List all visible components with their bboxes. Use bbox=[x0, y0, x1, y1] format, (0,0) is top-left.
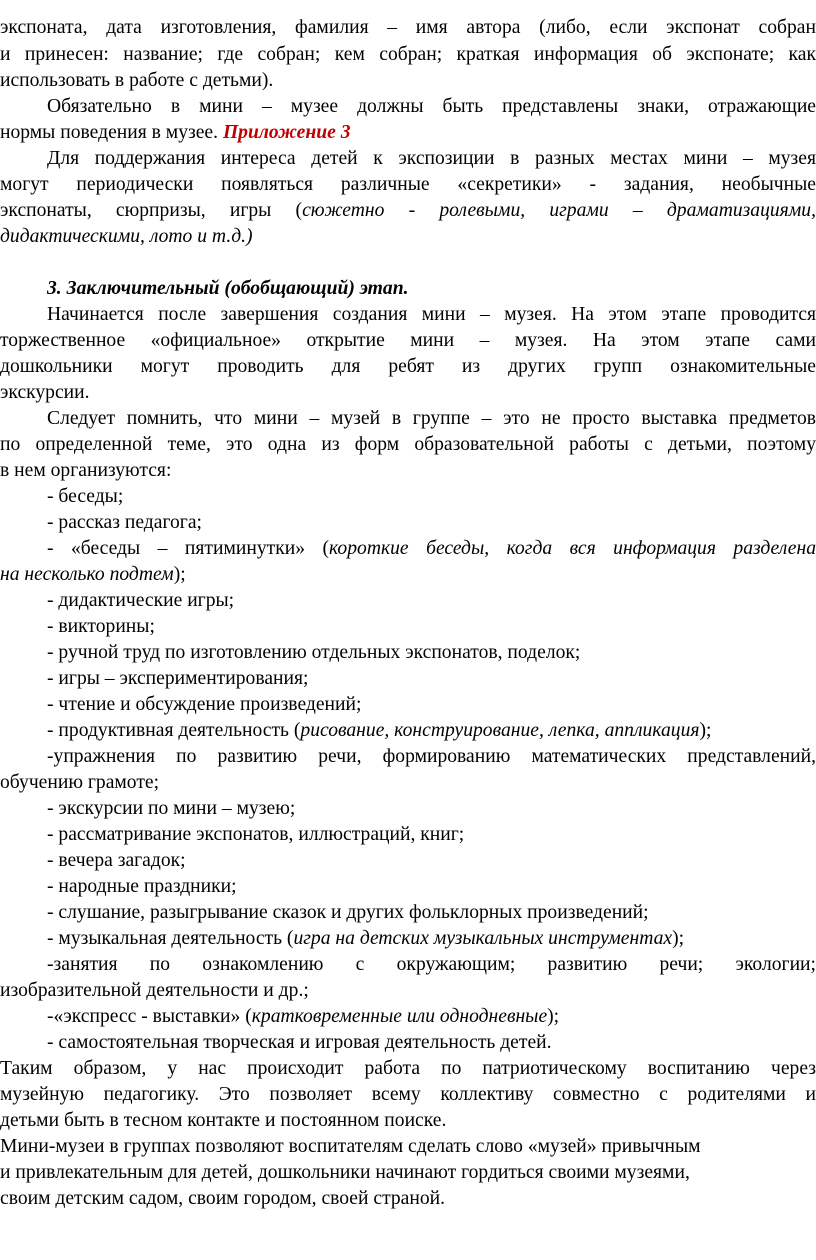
text-span: экспонаты, сюрпризы, игры ( bbox=[0, 200, 303, 221]
text-span: кратковременные или однодневные bbox=[251, 1006, 548, 1027]
list-item bbox=[0, 666, 816, 692]
text-span: использовать в работе с детьми). bbox=[0, 70, 274, 91]
text-span: изобразительной деятельности и др.; bbox=[0, 980, 309, 1001]
list-item bbox=[0, 978, 816, 1004]
text-span: ); bbox=[672, 928, 685, 949]
text-span: дошкольники могут проводить для ребят из других групп ознакомительные bbox=[0, 356, 816, 377]
text-span: нормы поведения в музее. bbox=[0, 122, 223, 143]
para-line bbox=[0, 42, 816, 68]
text-span: ); bbox=[699, 720, 712, 741]
text-span: Мини-музеи в группах позволяют воспитателям сделать слово «музей» привычным bbox=[0, 1136, 701, 1157]
para-line bbox=[0, 146, 816, 172]
para-line bbox=[0, 406, 816, 432]
para-line bbox=[0, 302, 816, 328]
text-span: - ручной труд по изготовлению отдельных экспонатов, поделок; bbox=[47, 642, 581, 663]
text-span: на несколько подтем bbox=[0, 564, 174, 585]
para-line bbox=[0, 354, 816, 380]
text-span: экскурсии. bbox=[0, 382, 90, 403]
text-span: экспоната, дата изготовления, фамилия – имя автора (либо, если экспонат собран bbox=[0, 17, 816, 38]
text-span: и привлекательным для детей, дошкольники начинают гордиться своими музеями, bbox=[0, 1162, 690, 1183]
text-span: Таким образом, у нас происходит работа по патриотическому воспитанию через bbox=[0, 1058, 816, 1079]
text-span: Следует помнить, что мини – музей в группе – это не просто выставка предметов bbox=[47, 408, 816, 429]
para-line bbox=[0, 1056, 816, 1082]
text-span: - вечера загадок; bbox=[47, 850, 186, 871]
text-span: - дидактические игры; bbox=[47, 590, 235, 611]
list-item bbox=[0, 744, 816, 770]
list-item bbox=[0, 796, 816, 822]
text-span: -«экспресс - выставки» ( bbox=[47, 1006, 252, 1027]
text-span: в нем организуются: bbox=[0, 460, 172, 481]
section-heading bbox=[0, 276, 816, 302]
text-span: - викторины; bbox=[47, 616, 155, 637]
para-line bbox=[0, 120, 816, 146]
text-span: ); bbox=[547, 1006, 560, 1027]
text-span: обучению грамоте; bbox=[0, 772, 160, 793]
list-item bbox=[0, 848, 816, 874]
text-span: - экскурсии по мини – музею; bbox=[47, 798, 296, 819]
list-item bbox=[0, 484, 816, 510]
list-item bbox=[0, 1004, 816, 1030]
list-item bbox=[0, 822, 816, 848]
para-line bbox=[0, 458, 816, 484]
para-line bbox=[0, 1134, 816, 1160]
text-span: - «беседы – пятиминутки» ( bbox=[47, 538, 330, 559]
list-item bbox=[0, 510, 816, 536]
list-item bbox=[0, 1030, 816, 1056]
list-item bbox=[0, 536, 816, 562]
para-line bbox=[0, 172, 816, 198]
text-span: -занятия по ознакомлению с окружающим; развитию речи; экологии; bbox=[47, 954, 816, 975]
list-item bbox=[0, 692, 816, 718]
text-span: - слушание, разыгрывание сказок и других фольклорных произведений; bbox=[47, 902, 649, 923]
para-line bbox=[0, 328, 816, 354]
text-span: Начинается после завершения создания мини – музея. На этом этапе проводится bbox=[47, 304, 816, 325]
text-span: дидактическими, лото и т.д.) bbox=[0, 226, 253, 247]
para-line bbox=[0, 15, 816, 41]
text-span: могут периодически появляться различные «секретики» - задания, необычные bbox=[0, 174, 816, 195]
list-item bbox=[0, 588, 816, 614]
text-span: рисование, конструирование, лепка, аппликация bbox=[300, 720, 700, 741]
text-span: Обязательно в мини – музее должны быть представлены знаки, отражающие bbox=[47, 96, 816, 117]
list-item bbox=[0, 900, 816, 926]
text-span: своим детским садом, своим городом, своей страной. bbox=[0, 1188, 446, 1209]
para-line bbox=[0, 1082, 816, 1108]
list-item bbox=[0, 640, 816, 666]
text-span: сюжетно - ролевыми, играми – драматизациями, bbox=[302, 200, 816, 221]
text-span: - игры – экспериментирования; bbox=[47, 668, 309, 689]
para-line bbox=[0, 432, 816, 458]
appendix-reference: Приложение 3 bbox=[222, 122, 351, 143]
text-span: по определенной теме, это одна из форм образовательной работы с детьми, поэтому bbox=[0, 434, 816, 455]
text-span: - продуктивная деятельность ( bbox=[47, 720, 301, 741]
text-span: детьми быть в тесном контакте и постоянном поиске. bbox=[0, 1110, 447, 1131]
text-span: - самостоятельная творческая и игровая деятельность детей. bbox=[47, 1032, 552, 1053]
text-span: короткие беседы, когда вся информация разделена bbox=[329, 538, 816, 559]
text-span: - беседы; bbox=[47, 486, 124, 507]
text-span: Для поддержания интереса детей к экспозиции в разных местах мини – музея bbox=[47, 148, 816, 169]
text-span: торжественное «официальное» открытие мини – музея. На этом этапе сами bbox=[0, 330, 816, 351]
list-item bbox=[0, 770, 816, 796]
text-span: 3. Заключительный (обобщающий) этап. bbox=[47, 278, 409, 299]
para-line bbox=[0, 380, 816, 406]
text-span: - рассказ педагога; bbox=[47, 512, 202, 533]
list-item bbox=[0, 874, 816, 900]
text-span: музейную педагогику. Это позволяет всему коллективу совместно с родителями и bbox=[0, 1084, 816, 1105]
para-line bbox=[0, 94, 816, 120]
text-span: - рассматривание экспонатов, иллюстраций, книг; bbox=[47, 824, 465, 845]
para-line bbox=[0, 1160, 816, 1186]
para-line bbox=[0, 68, 816, 94]
text-span: и принесен: название; где собран; кем собран; краткая информация об экспонате; как bbox=[0, 44, 816, 65]
text-span: ); bbox=[173, 564, 186, 585]
text-span: - музыкальная деятельность ( bbox=[47, 928, 294, 949]
text-span: - чтение и обсуждение произведений; bbox=[47, 694, 362, 715]
list-item bbox=[0, 562, 816, 588]
para-line bbox=[0, 224, 816, 250]
text-span: игра на детских музыкальных инструментах bbox=[293, 928, 673, 949]
para-line bbox=[0, 1108, 816, 1134]
para-line bbox=[0, 198, 816, 224]
text-span: -упражнения по развитию речи, формированию математических представлений, bbox=[47, 746, 816, 767]
list-item bbox=[0, 952, 816, 978]
para-line bbox=[0, 1186, 816, 1212]
list-item bbox=[0, 614, 816, 640]
list-item bbox=[0, 718, 816, 744]
text-span: - народные праздники; bbox=[47, 876, 237, 897]
list-item bbox=[0, 926, 816, 952]
